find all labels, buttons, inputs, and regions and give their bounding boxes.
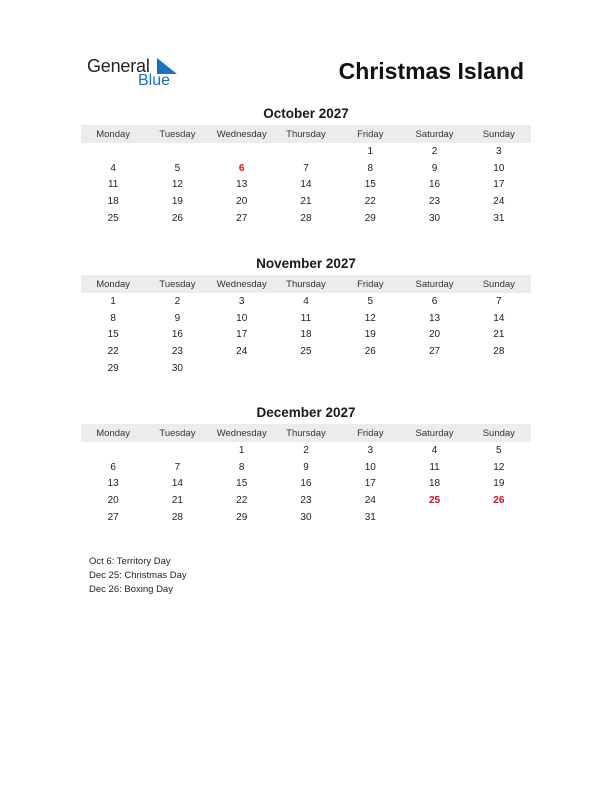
weekday-label: Friday [357,128,384,140]
day-cell: 12 [364,312,376,324]
holiday-day-cell: 26 [493,495,505,507]
month-november [81,256,531,377]
day-cell: 25 [107,213,119,225]
day-cell: 14 [171,478,183,490]
day-cell: 8 [367,162,374,174]
logo [87,56,197,92]
week-row [81,442,531,459]
day-cell: 1 [110,295,116,307]
weekday-label: Tuesday [159,278,196,290]
week-row [81,327,531,344]
week-row [81,459,531,476]
day-cell: 19 [364,329,376,341]
weekday-label: Wednesday [216,128,267,140]
day-cell: 23 [171,346,183,358]
day-cell: 8 [110,312,116,324]
month-october [81,106,531,227]
day-cell: 22 [236,495,248,507]
week-row [81,177,531,194]
weekday-header [81,275,531,293]
day-cell: 13 [428,312,441,324]
day-cell: 22 [107,346,119,358]
day-cell: 8 [238,461,245,473]
month-title: October 2027 [263,106,349,121]
day-cell: 13 [107,478,119,490]
weekday-label: Monday [96,278,131,290]
day-cell: 11 [429,461,440,473]
day-cell: 7 [496,295,502,307]
day-cell: 11 [300,312,312,324]
weekday-label: Wednesday [216,278,267,290]
weekday-label: Sunday [482,427,515,439]
day-cell: 24 [236,346,248,358]
week-row [81,476,531,493]
day-cell: 10 [236,312,248,324]
day-cell: 27 [236,213,248,225]
day-cell: 17 [364,478,376,490]
weekday-label: Saturday [415,427,454,439]
weekday-header [81,424,531,442]
week-row [81,210,531,227]
day-cell: 14 [300,179,312,191]
weekday-label: Thursday [286,128,326,140]
weekday-label: Friday [357,278,384,290]
week-row [81,160,531,177]
day-cell: 25 [300,346,312,358]
day-cell: 26 [364,346,376,358]
day-cell: 22 [364,196,376,208]
day-cell: 21 [493,329,505,341]
day-cell: 12 [171,179,183,191]
day-cell: 2 [174,295,181,307]
day-cell: 15 [107,329,119,341]
day-cell: 16 [428,179,441,191]
day-cell: 6 [431,295,438,307]
day-cell: 17 [236,329,248,341]
day-cell: 17 [493,179,505,191]
week-row [81,509,531,526]
day-cell: 24 [364,495,376,507]
day-cell: 20 [236,196,248,208]
weekday-header [81,125,531,143]
day-cell: 4 [303,295,309,307]
day-cell: 29 [236,512,248,524]
day-cell: 7 [303,162,309,174]
holiday-item: Dec 25: Christmas Day [89,570,187,581]
day-cell: 5 [174,162,181,174]
holiday-item: Dec 26: Boxing Day [89,584,173,595]
day-cell: 16 [300,478,312,490]
week-row [81,492,531,509]
day-cell: 23 [300,495,312,507]
day-cell: 26 [171,213,183,225]
day-cell: 10 [493,162,505,174]
day-cell: 4 [110,162,116,174]
week-row [81,143,531,160]
day-cell: 15 [236,478,248,490]
weekday-label: Monday [96,128,131,140]
day-cell: 3 [238,295,245,307]
day-cell: 1 [238,444,245,456]
day-cell: 10 [364,461,376,473]
weekday-label: Saturday [415,278,454,290]
country-title: Christmas Island [338,58,524,84]
month-title: November 2027 [256,256,356,271]
day-cell: 27 [428,346,441,358]
day-cell: 2 [431,145,438,157]
day-cell: 6 [110,461,116,473]
day-cell: 27 [107,512,119,524]
day-cell: 29 [364,213,376,225]
day-cell: 28 [493,346,505,358]
day-cell: 3 [496,145,502,157]
day-cell: 19 [493,478,505,490]
week-row [81,310,531,327]
day-cell: 19 [171,196,183,208]
day-cell: 3 [367,444,374,456]
day-cell: 1 [367,145,374,157]
holiday-list [89,555,187,597]
month-title: December 2027 [256,405,356,420]
day-cell: 28 [171,512,183,524]
weekday-label: Saturday [415,128,454,140]
holiday-item: Oct 6: Territory Day [89,556,171,567]
day-cell: 31 [364,512,376,524]
weekday-label: Friday [357,427,384,439]
month-december [81,405,531,526]
day-cell: 9 [174,312,181,324]
day-cell: 21 [171,495,183,507]
day-cell: 20 [428,329,441,341]
day-cell: 14 [493,312,505,324]
day-cell: 12 [493,461,505,473]
weekday-label: Thursday [286,278,326,290]
day-cell: 2 [303,444,309,456]
day-cell: 24 [493,196,505,208]
day-cell: 9 [303,461,309,473]
weekday-label: Wednesday [216,427,267,439]
day-cell: 4 [431,444,438,456]
day-cell: 13 [236,179,248,191]
day-cell: 15 [364,179,376,191]
day-cell: 30 [171,363,183,375]
weekday-label: Monday [96,427,131,439]
day-cell: 7 [174,461,181,473]
week-row [81,193,531,210]
day-cell: 11 [107,179,119,191]
day-cell: 5 [367,295,374,307]
day-cell: 18 [107,196,119,208]
day-cell: 21 [300,196,312,208]
day-cell: 20 [107,495,119,507]
day-cell: 29 [107,363,119,375]
week-row [81,293,531,310]
weekday-label: Thursday [286,427,326,439]
day-cell: 18 [300,329,312,341]
holiday-day-cell: 6 [238,162,245,174]
logo-blue-text: Blue [138,72,171,89]
day-cell: 5 [496,444,502,456]
week-row [81,360,531,377]
day-cell: 9 [431,162,438,174]
holiday-day-cell: 25 [428,495,441,507]
day-cell: 18 [428,478,441,490]
day-cell: 31 [493,213,505,225]
weekday-label: Sunday [482,278,515,290]
weekday-label: Sunday [482,128,515,140]
weekday-label: Tuesday [159,128,196,140]
day-cell: 30 [300,512,312,524]
weekday-label: Tuesday [159,427,196,439]
day-cell: 28 [300,213,312,225]
logo-general-text: General [87,56,150,76]
day-cell: 30 [428,213,441,225]
day-cell: 16 [171,329,183,341]
day-cell: 23 [428,196,441,208]
week-row [81,343,531,360]
